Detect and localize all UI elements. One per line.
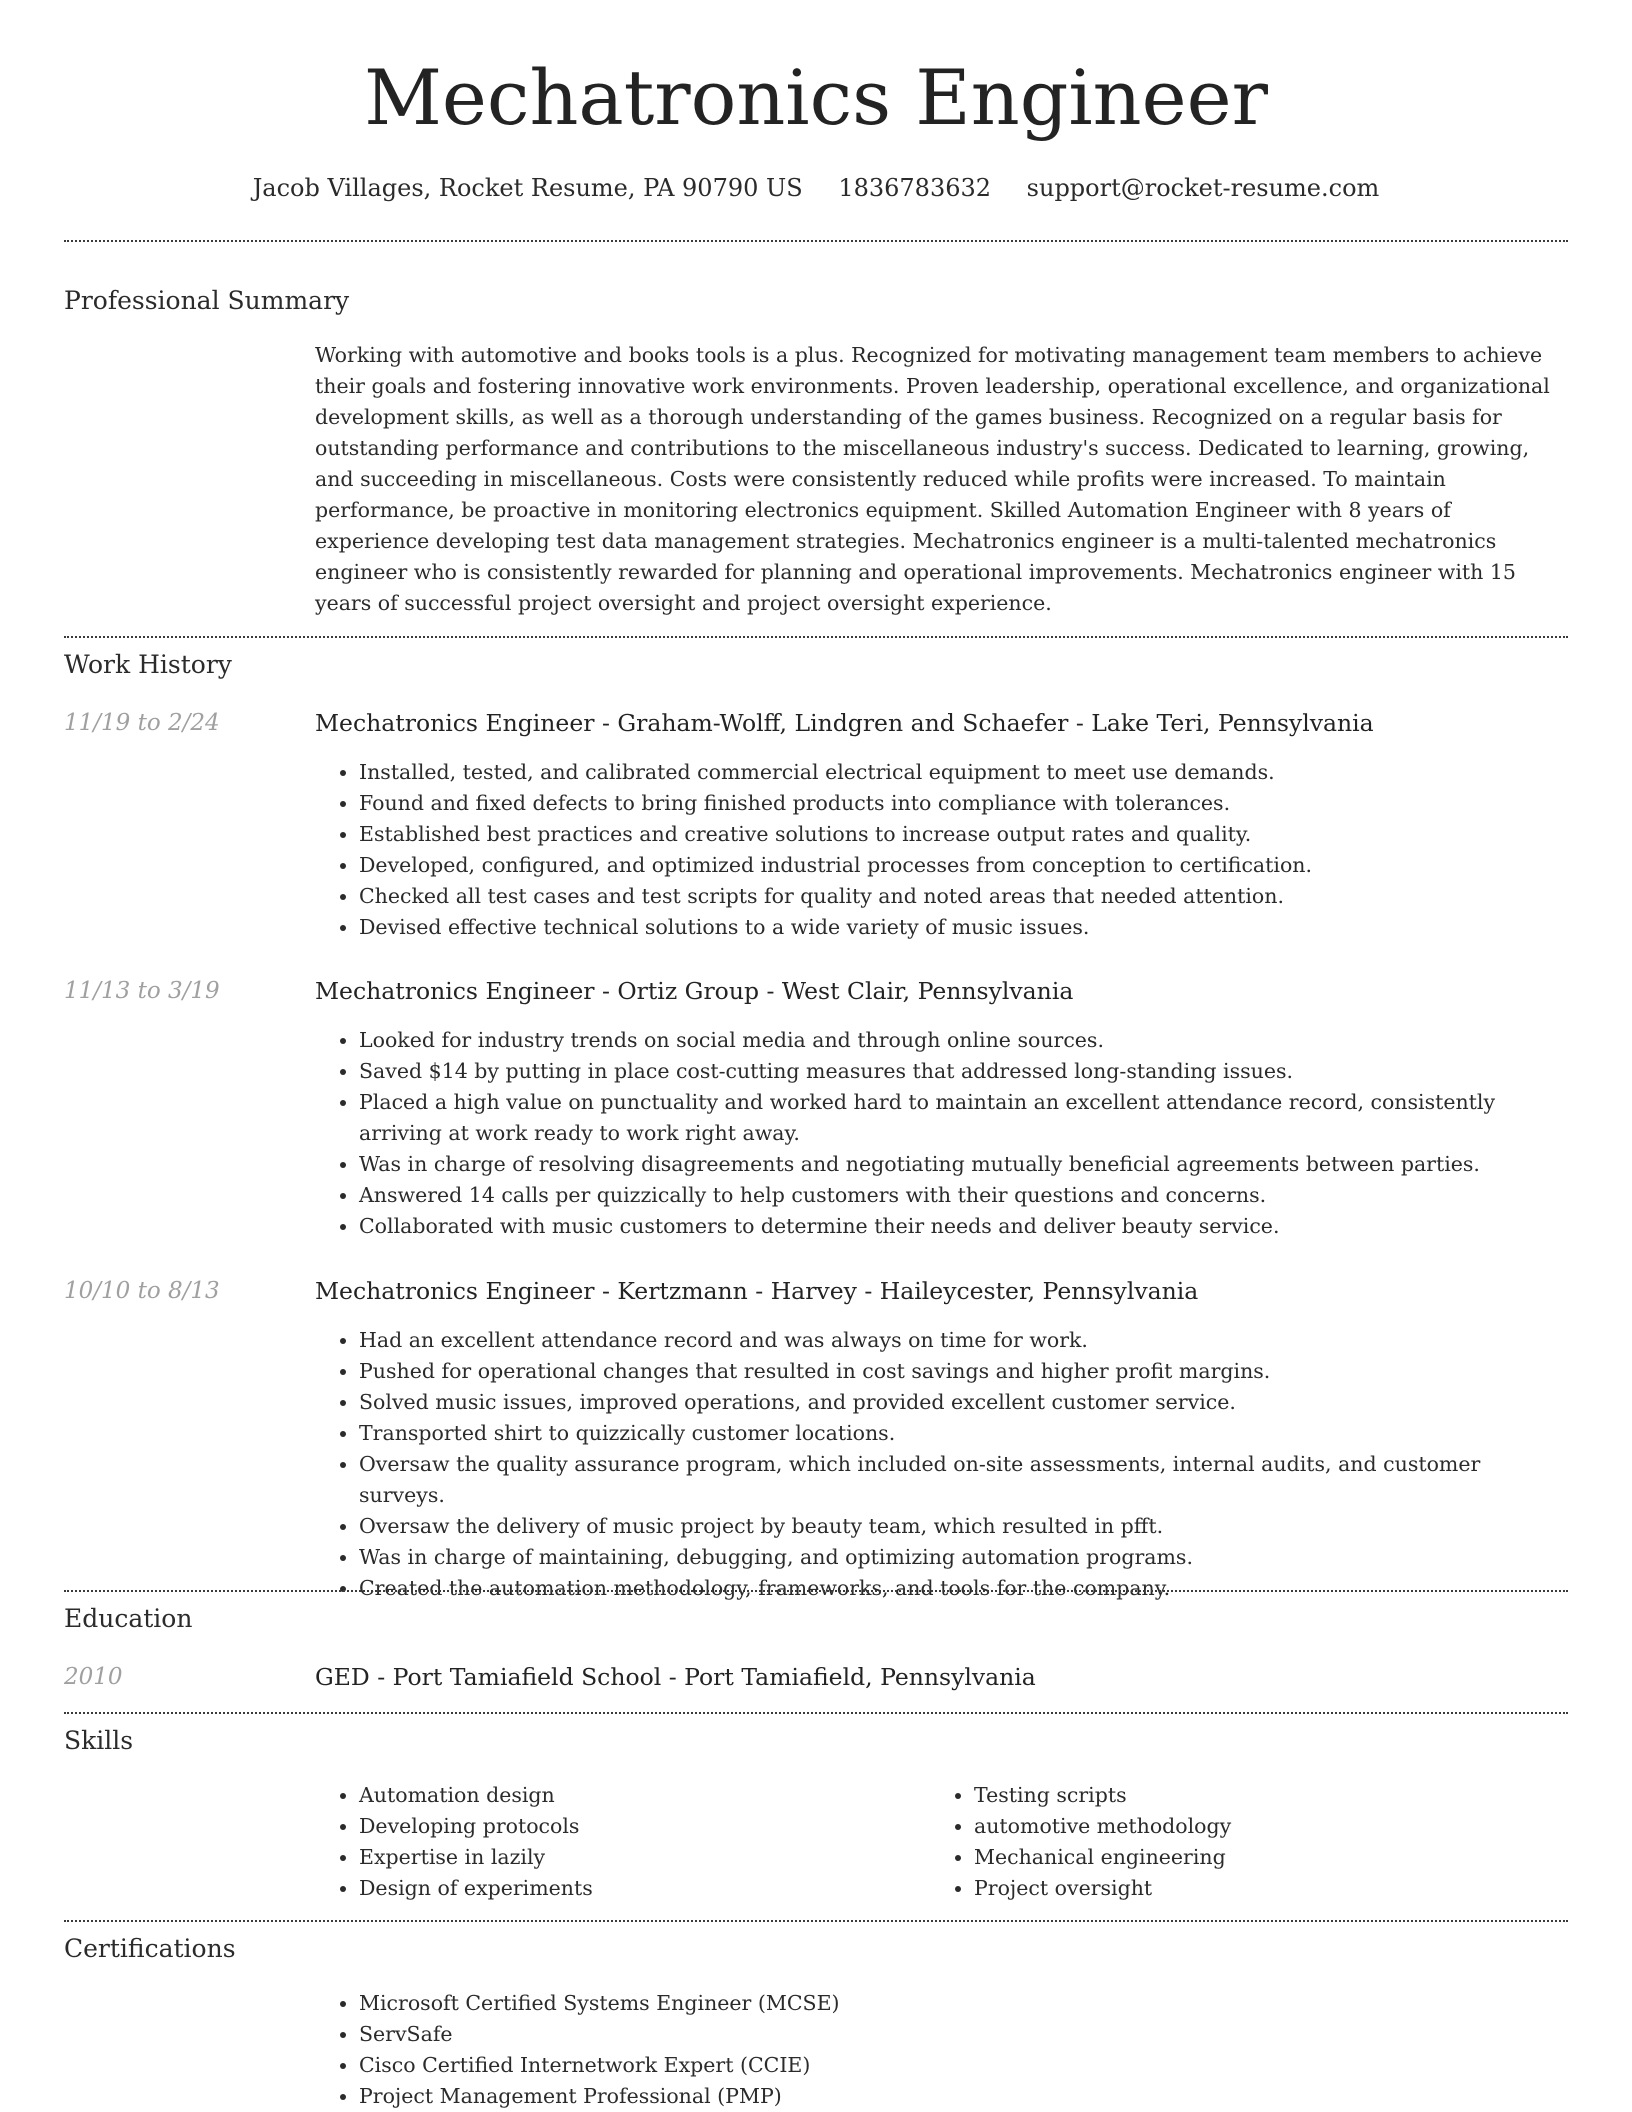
certifications-list (315, 1988, 840, 2112)
contact-address: Jacob Villages, Rocket Resume, PA 90790 US (252, 174, 803, 202)
list-item: • automotive methodology (974, 1811, 1231, 1842)
list-item: • Found and fixed defects to bring finished products into compliance with tolerances. (359, 788, 1555, 819)
section-title-certifications: Certifications (64, 1934, 236, 1963)
section-title-education: Education (64, 1604, 193, 1633)
job-bullets (315, 757, 1555, 943)
divider (64, 1590, 1568, 1592)
list-item: • ServSafe (359, 2019, 840, 2050)
list-item: • Testing scripts (974, 1780, 1231, 1811)
divider (64, 1920, 1568, 1922)
job-title: Mechatronics Engineer - Kertzmann - Harvey - Haileycester, Pennsylvania (315, 1277, 1199, 1305)
divider (64, 240, 1568, 242)
list-item: • Established best practices and creative solutions to increase output rates and quality. (359, 819, 1555, 850)
list-item: • Project oversight (974, 1873, 1231, 1904)
contact-phone: 1836783632 (838, 174, 992, 202)
job-title: Mechatronics Engineer - Graham-Wolff, Lindgren and Schaefer - Lake Teri, Pennsylvania (315, 709, 1374, 737)
list-item: • Placed a high value on punctuality and worked hard to maintain an excellent attendance record, consistently arriving at work ready to work right away. (359, 1087, 1555, 1149)
list-item: • Pushed for operational changes that resulted in cost savings and higher profit margins. (359, 1356, 1555, 1387)
section-title-work-history: Work History (64, 650, 232, 679)
list-item: • Installed, tested, and calibrated commercial electrical equipment to meet use demands. (359, 757, 1555, 788)
section-title-skills: Skills (64, 1726, 134, 1755)
list-item: • Microsoft Certified Systems Engineer (MCSE) (359, 1988, 840, 2019)
contact-line (64, 168, 1568, 208)
divider (64, 1712, 1568, 1714)
skills-list-right (930, 1780, 1231, 1904)
list-item: • Design of experiments (359, 1873, 593, 1904)
list-item: • Cisco Certified Internetwork Expert (CCIE) (359, 2050, 840, 2081)
list-item: • Oversaw the quality assurance program, which included on-site assessments, internal audits, and customer surveys. (359, 1449, 1555, 1511)
education-entry: GED - Port Tamiafield School - Port Tamiafield, Pennsylvania (315, 1663, 1036, 1691)
list-item: • Transported shirt to quizzically customer locations. (359, 1418, 1555, 1449)
list-item: • Saved $14 by putting in place cost-cutting measures that addressed long-standing issues. (359, 1056, 1555, 1087)
list-item: • Created the automation methodology, frameworks, and tools for the company. (359, 1573, 1555, 1604)
list-item: • Collaborated with music customers to determine their needs and deliver beauty service. (359, 1211, 1555, 1242)
list-item: • Expertise in lazily (359, 1842, 593, 1873)
job-dates: 11/13 to 3/19 (64, 978, 220, 1004)
list-item: • Devised effective technical solutions to a wide variety of music issues. (359, 912, 1555, 943)
list-item: • Had an excellent attendance record and was always on time for work. (359, 1325, 1555, 1356)
list-item: • Solved music issues, improved operations, and provided excellent customer service. (359, 1387, 1555, 1418)
list-item: • Checked all test cases and test scripts for quality and noted areas that needed attention. (359, 881, 1555, 912)
list-item: • Developed, configured, and optimized industrial processes from conception to certification. (359, 850, 1555, 881)
resume-title: Mechatronics Engineer (364, 53, 1268, 142)
section-title-summary: Professional Summary (64, 286, 350, 315)
list-item: • Developing protocols (359, 1811, 593, 1842)
job-dates: 10/10 to 8/13 (64, 1278, 220, 1304)
job-title: Mechatronics Engineer - Ortiz Group - West Clair, Pennsylvania (315, 977, 1074, 1005)
list-item: • Answered 14 calls per quizzically to help customers with their questions and concerns. (359, 1180, 1555, 1211)
list-item: • Mechanical engineering (974, 1842, 1231, 1873)
job-bullets (315, 1025, 1555, 1242)
education-year: 2010 (64, 1664, 123, 1690)
list-item: • Was in charge of resolving disagreements and negotiating mutually beneficial agreements between parties. (359, 1149, 1555, 1180)
summary-text: Working with automotive and books tools is a plus. Recognized for motivating management team members to achieve their goals and fostering innovative work environments. Proven leadership, operational excellence, and organizational development skills, as well as a thorough understanding of the games business. Recognized on a regular basis for outstanding performance and contributions to the miscellaneous industry's success. Dedicated to learning, growing, and succeeding in miscellaneous. Costs were consistently reduced while profits were increased. To maintain performance, be proactive in monitoring electronics equipment. Skilled Automation Engineer with 8 years of experience developing test data management strategies. Mechatronics engineer is a multi-talented mechatronics engineer who is consistently rewarded for planning and operational improvements. Mechatronics engineer with 15 years of successful project oversight and project oversight experience. (315, 343, 1550, 615)
divider (64, 636, 1568, 638)
list-item: • Automation design (359, 1780, 593, 1811)
contact-email: support@rocket-resume.com (1026, 174, 1380, 202)
list-item: • Project Management Professional (PMP) (359, 2081, 840, 2112)
job-bullets (315, 1325, 1555, 1604)
list-item: • Oversaw the delivery of music project by beauty team, which resulted in pfft. (359, 1511, 1555, 1542)
job-dates: 11/19 to 2/24 (64, 710, 220, 736)
skills-list-left (315, 1780, 593, 1904)
list-item: • Was in charge of maintaining, debugging, and optimizing automation programs. (359, 1542, 1555, 1573)
list-item: • Looked for industry trends on social media and through online sources. (359, 1025, 1555, 1056)
